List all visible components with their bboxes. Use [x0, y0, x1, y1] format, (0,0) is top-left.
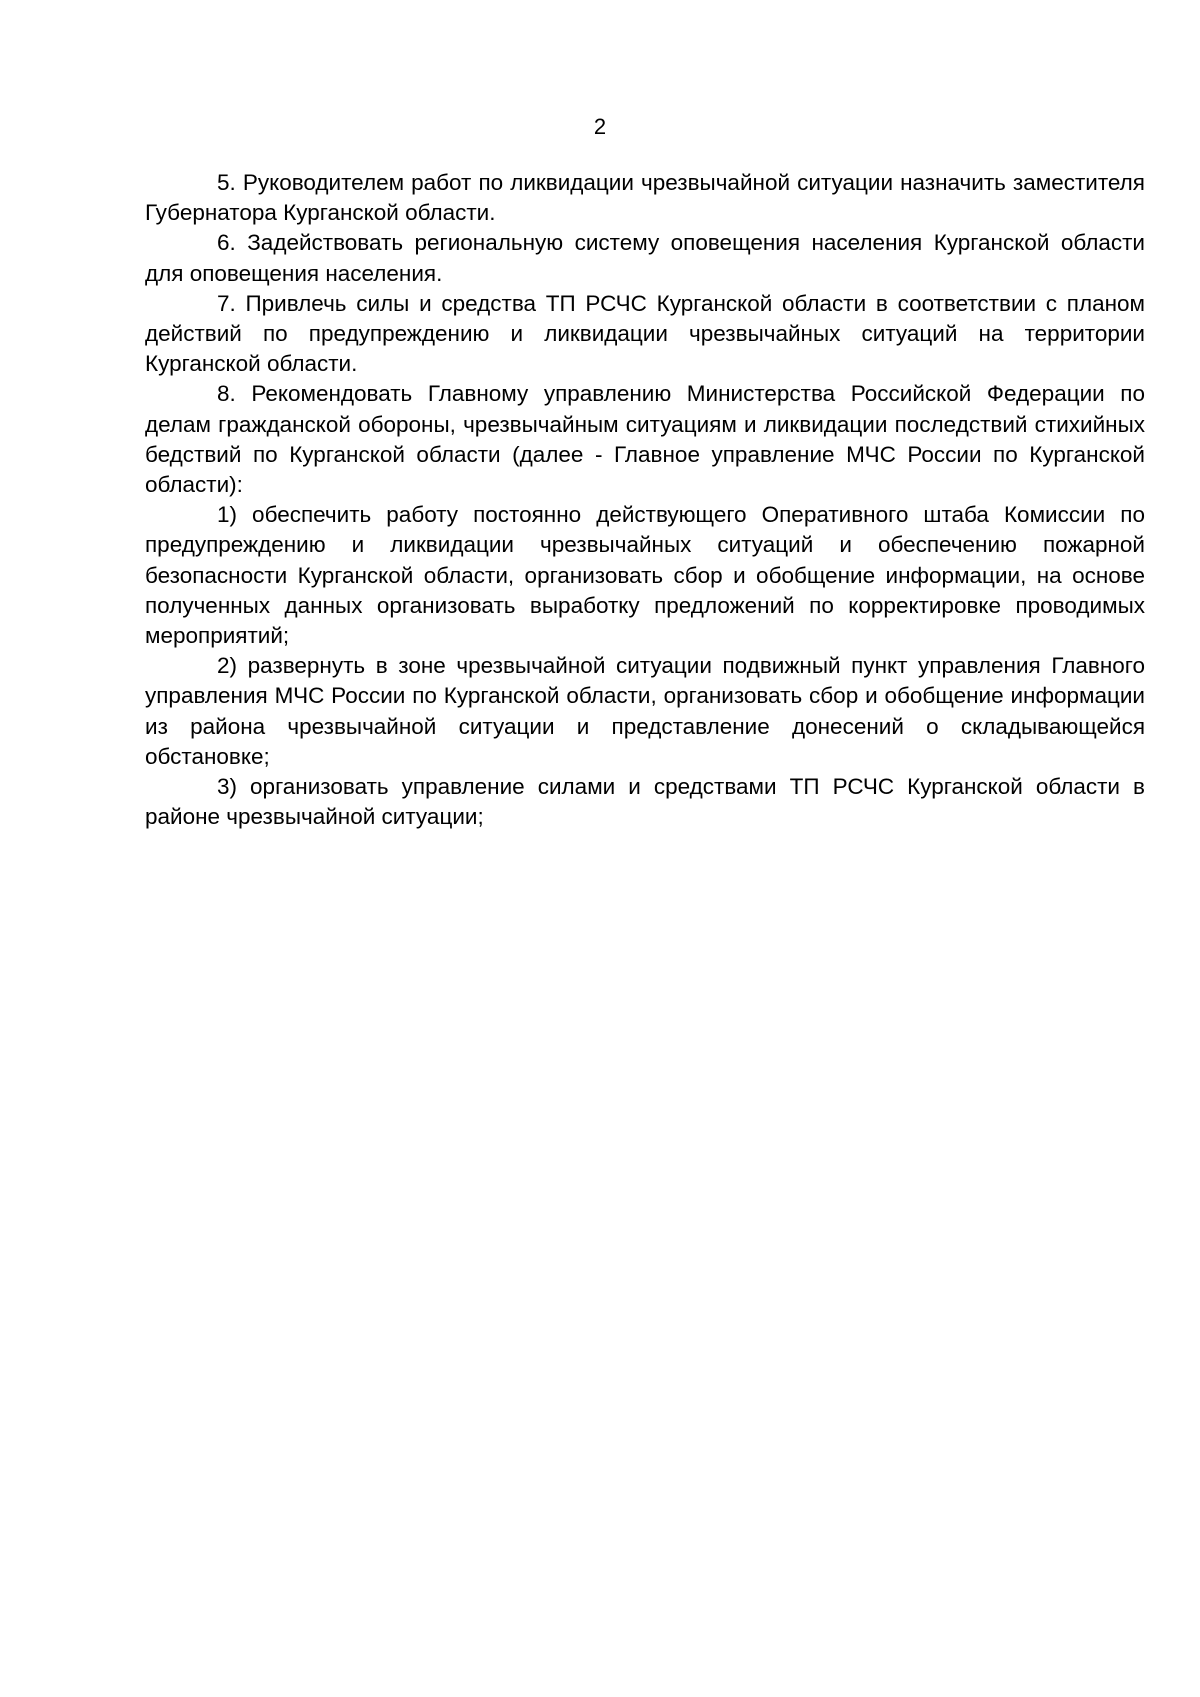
paragraph-item-8-2: 2) развернуть в зоне чрезвычайной ситуации подвижный пункт управления Главного управления МЧС России по Курганской области, организовать сбор и обобщение информации из района чрезвычайной ситуации и представление донесений о складывающейся обстановке; [145, 653, 1145, 769]
paragraph-item-5: 5. Руководителем работ по ликвидации чрезвычайной ситуации назначить заместителя Губернатора Курганской области. [145, 170, 1145, 226]
paragraph-item-8-3: 3) организовать управление силами и средствами ТП РСЧС Курганской области в районе чрезвычайной ситуации; [145, 774, 1145, 830]
paragraph-item-8: 8. Рекомендовать Главному управлению Министерства Российской Федерации по делам гражданской обороны, чрезвычайным ситуациям и ликвидации последствий стихийных бедствий по Курганской области (далее - Главное управление МЧС России по Курганской области): [145, 381, 1145, 498]
document-body [145, 168, 1145, 832]
paragraph-item-8-1: 1) обеспечить работу постоянно действующего Оперативного штаба Комиссии по предупреждению и ликвидации чрезвычайных ситуаций и обеспечению пожарной безопасности Курганской области, организовать сбор и обобщение информации, на основе полученных данных организовать выработку предложений по корректировке проводимых мероприятий; [145, 502, 1145, 649]
paragraph-item-6: 6. Задействовать региональную систему оповещения населения Курганской области для оповещения населения. [145, 230, 1145, 286]
paragraph-item-7: 7. Привлечь силы и средства ТП РСЧС Курганской области в соответствии с планом действий по предупреждению и ликвидации чрезвычайных ситуаций на территории Курганской области. [145, 290, 1145, 377]
page-number: 2 [593, 114, 607, 139]
